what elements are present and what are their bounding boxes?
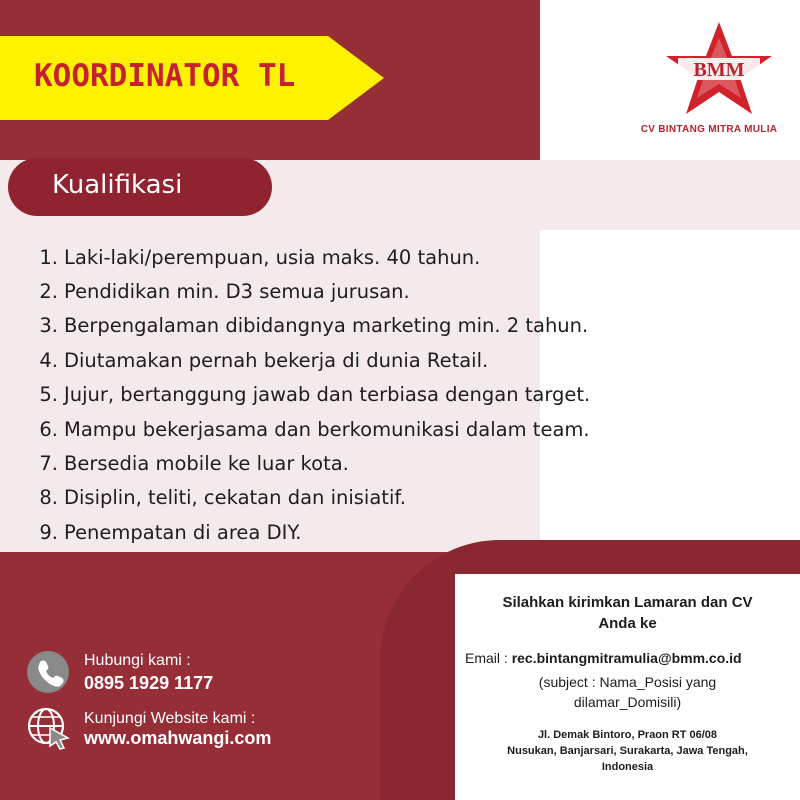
address-line2: Nusukan, Banjarsari, Surakarta, Jawa Tengah, [507,745,748,757]
list-text: Disiplin, teliti, cekatan dan inisiatif. [64,486,407,510]
list-item [24,481,590,515]
section-label: Kualifikasi [52,170,183,200]
qualification-list [24,240,590,550]
phone-icon [26,650,70,694]
address-line3: Indonesia [601,761,654,773]
apply-title [455,592,800,634]
email-label: Email : [465,650,508,666]
phone-number: 0895 1929 1177 [84,673,214,693]
website-link[interactable]: www.omahwangi.com [84,728,272,748]
list-number: 3. [39,314,58,338]
email-address[interactable]: rec.bintangmitramulia@bmm.co.id [511,650,742,666]
list-number: 7. [39,452,58,476]
list-text: Laki-laki/perempuan, usia maks. 40 tahun. [64,245,481,269]
email-subject [455,672,800,712]
list-number: 9. [39,520,58,544]
list-item [24,412,590,446]
list-text: Diutamakan pernah bekerja di dunia Retail. [64,348,489,372]
list-item [24,343,590,377]
globe-cursor-icon [26,706,70,750]
apply-title-line2: Anda ke [598,615,657,632]
company-name: CV BINTANG MITRA MULIA [640,124,778,135]
website-label: Kunjungi Website kami : [84,710,256,727]
list-number: 4. [39,348,58,372]
list-number: 1. [39,245,58,269]
email-subject-line2: dilamar_Domisili) [573,694,682,710]
list-text: Penempatan di area DIY. [64,520,302,544]
logo-text: BMM [693,59,745,81]
apply-info-box [455,574,800,800]
list-number: 2. [39,280,58,304]
list-text: Berpengalaman dibidangnya marketing min. 2 tahun. [64,314,589,338]
list-item [24,274,590,308]
list-number: 6. [39,417,58,441]
list-item [24,240,590,274]
list-text: Mampu bekerjasama dan berkomunikasi dalam team. [64,417,590,441]
list-item [24,515,590,549]
job-title: KOORDINATOR TL [34,58,296,94]
list-number: 5. [39,383,58,407]
list-item [24,446,590,480]
address-line1: Jl. Demak Bintoro, Praon RT 06/08 [537,729,718,741]
apply-title-line1: Silahkan kirimkan Lamaran dan CV [502,594,753,611]
list-text: Bersedia mobile ke luar kota. [64,452,349,476]
email-line [465,650,742,666]
list-number: 8. [39,486,58,510]
list-item [24,378,590,412]
email-subject-line1: (subject : Nama_Posisi yang [538,674,717,690]
list-text: Pendidikan min. D3 semua jurusan. [64,280,410,304]
address [455,727,800,775]
list-text: Jujur, bertanggung jawab dan terbiasa dengan target. [64,383,591,407]
star-logo-icon [662,20,776,116]
phone-label: Hubungi kami : [84,652,191,669]
list-item [24,309,590,343]
